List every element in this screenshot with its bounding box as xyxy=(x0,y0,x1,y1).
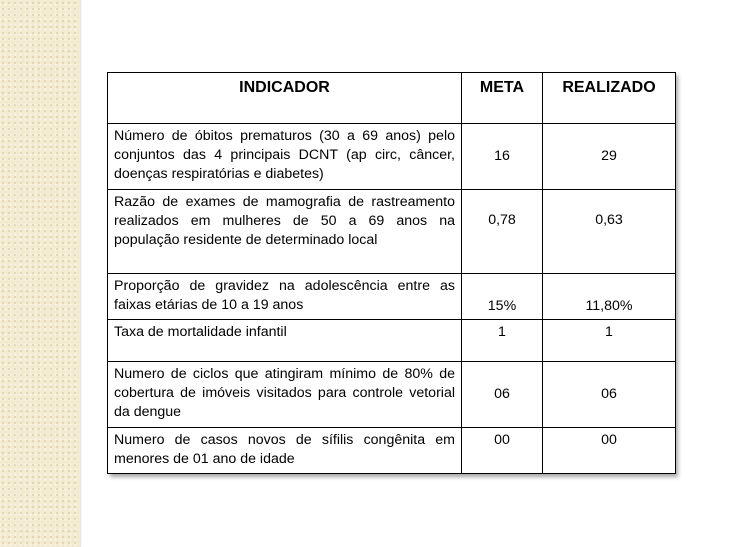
meta-cell: 16 xyxy=(462,124,543,190)
indicator-cell: Proporção de gravidez na adolescência entre as faixas etárias de 10 a 19 anos xyxy=(108,274,462,320)
indicator-table xyxy=(107,72,676,474)
realizado-cell: 0,63 xyxy=(543,190,676,274)
header-realizado: REALIZADO xyxy=(543,73,676,124)
header-meta: META xyxy=(462,73,543,124)
realizado-cell: 29 xyxy=(543,124,676,190)
indicator-cell: Razão de exames de mamografia de rastreamento realizados em mulheres de 50 a 69 anos na população residente de determinado local xyxy=(108,190,462,274)
indicator-cell: Numero de ciclos que atingiram mínimo de 80% de cobertura de imóveis visitados para controle vetorial da dengue xyxy=(108,362,462,428)
table-row xyxy=(108,190,676,274)
meta-cell: 06 xyxy=(462,362,543,428)
realizado-cell: 06 xyxy=(543,362,676,428)
decorative-side-strip xyxy=(0,0,80,547)
table-row xyxy=(108,362,676,428)
table-row xyxy=(108,124,676,190)
indicator-cell: Numero de casos novos de sífilis congênita em menores de 01 ano de idade xyxy=(108,428,462,474)
table-row xyxy=(108,428,676,474)
meta-cell: 1 xyxy=(462,320,543,362)
meta-cell: 00 xyxy=(462,428,543,474)
header-row xyxy=(108,73,676,124)
realizado-cell: 11,80% xyxy=(543,274,676,320)
table-row xyxy=(108,274,676,320)
indicator-cell: Taxa de mortalidade infantil xyxy=(108,320,462,362)
realizado-cell: 1 xyxy=(543,320,676,362)
meta-cell: 15% xyxy=(462,274,543,320)
table-row xyxy=(108,320,676,362)
indicator-cell: Número de óbitos prematuros (30 a 69 anos) pelo conjuntos das 4 principais DCNT (ap circ, câncer, doenças respiratórias e diabetes) xyxy=(108,124,462,190)
realizado-cell: 00 xyxy=(543,428,676,474)
header-indicador: INDICADOR xyxy=(108,73,462,124)
meta-cell: 0,78 xyxy=(462,190,543,274)
